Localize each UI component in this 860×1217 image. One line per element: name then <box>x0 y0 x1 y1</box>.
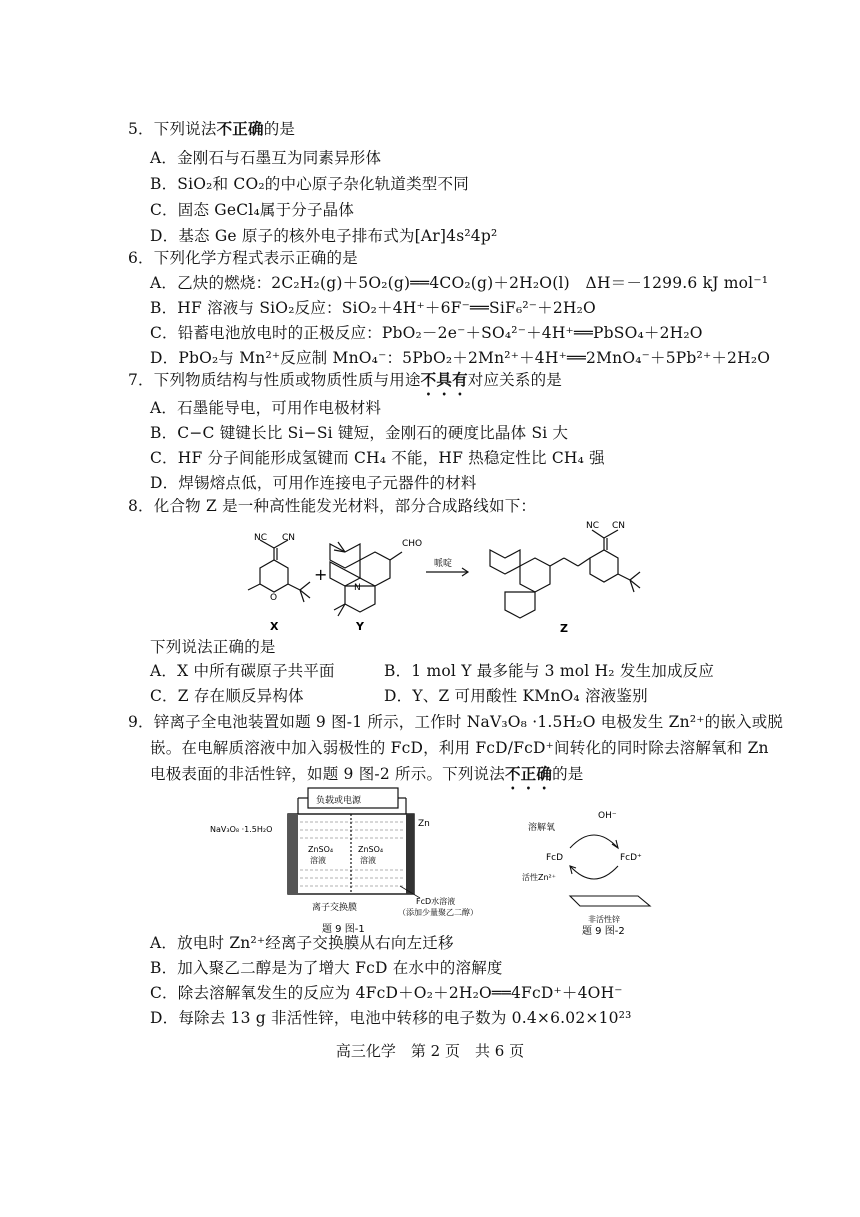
q9-option-a: A．放电时 Zn²⁺经离子交换膜从右向左迁移 <box>150 934 454 952</box>
q6-option-d: D．PbO₂与 Mn²⁺反应制 MnO₄⁻：5PbO₂＋2Mn²⁺＋4H⁺══2MnO₄⁻＋5Pb²⁺＋2H₂O <box>150 349 771 367</box>
fig1-fcd-label: FcD水溶液 <box>416 897 456 906</box>
q9-stem-line1 <box>128 711 783 733</box>
x-o-label: O <box>270 593 278 603</box>
x-cn-label: CN <box>282 533 296 543</box>
q9-figure-2 <box>520 800 660 935</box>
fig2-oh-label: OH⁻ <box>598 811 617 821</box>
fig2-fcd-label: FcD <box>546 853 564 863</box>
q7-number: 7． <box>128 371 154 389</box>
q7-option-a: A．石墨能导电，可用作电极材料 <box>150 399 382 417</box>
q7-option-d: D．焊锡熔点低，可用作连接电子元器件的材料 <box>150 474 477 492</box>
fig2-top-arrow <box>570 835 618 848</box>
q7-stem-post: 对应关系的是 <box>467 371 562 389</box>
q9-option-d: D．每除去 13 g 非活性锌，电池中转移的电子数为 0.4×6.02×10²³ <box>150 1009 632 1027</box>
q8-option-b: B．1 mol Y 最多能与 3 mol H₂ 发生加成反应 <box>384 662 715 680</box>
y-n-label: N <box>354 583 361 593</box>
zn-electrode <box>406 814 414 894</box>
q5-stem-emph: 不正确 <box>216 119 264 138</box>
q9-option-c: C．除去溶解氧发生的反应为 4FcD＋O₂＋2H₂O══4FcD⁺＋4OH⁻ <box>150 984 623 1002</box>
q6-number: 6． <box>128 249 154 267</box>
fig1-cathode-label: NaV₃O₈ ·1.5H₂O <box>210 825 273 834</box>
q8-option-d: D．Y、Z 可用酸性 KMnO₄ 溶液鉴别 <box>384 687 648 705</box>
q9-stem-line3-emph: 不正确 <box>504 764 553 783</box>
q6-option-c: C．铅蓄电池放电时的正极反应：PbO₂－2e⁻＋SO₄²⁻＋4H⁺══PbSO₄＋2H₂O <box>150 324 703 342</box>
y-label: Y <box>356 620 364 633</box>
fig1-membrane-label: 离子交换膜 <box>312 903 358 913</box>
q5-option-d: D．基态 Ge 原子的核外电子排布式为[Ar]4s²4p² <box>150 227 498 245</box>
z-cn-label: CN <box>612 521 626 531</box>
q8-sub-stem: 下列说法正确的是 <box>150 638 276 656</box>
z-label: Z <box>560 622 568 635</box>
fig1-sol-left-1: ZnSO₄ <box>308 845 334 854</box>
q6-stem <box>128 247 358 269</box>
q7-stem <box>128 369 562 399</box>
fig2-inactive-label: 非活性锌 <box>588 915 620 924</box>
cathode-electrode <box>288 814 298 894</box>
y-cho-label: CHO <box>402 539 423 549</box>
q7-option-c: C．HF 分子间能形成氢键而 CH₄ 不能，HF 热稳定性比 CH₄ 强 <box>150 449 605 467</box>
x-nc-label: NC <box>254 533 268 543</box>
q5-stem-pre: 下列说法 <box>153 120 217 138</box>
q5-stem-post: 的是 <box>263 120 296 138</box>
q9-stem-line3-pre: 电极表面的非活性锌，如题 9 图-2 所示。下列说法 <box>150 765 505 783</box>
fig2-caption: 题 9 图-2 <box>582 926 625 935</box>
q5-stem <box>128 118 295 140</box>
q5-number: 5． <box>128 120 154 138</box>
q9-option-b: B．加入聚乙二醇是为了增大 FcD 在水中的溶解度 <box>150 959 503 977</box>
q8-reaction-scheme <box>230 510 650 640</box>
fig1-sol-left-2: 溶液 <box>310 856 326 865</box>
q6-stem-text: 下列化学方程式表示正确的是 <box>153 249 358 267</box>
reagent-label: 哌啶 <box>434 559 453 569</box>
page-footer: 高三化学 第 2 页 共 6 页 <box>335 1042 525 1060</box>
q8-option-a: A．X 中所有碳原子共平面 <box>150 662 335 680</box>
fig2-o2-label: 溶解氧 <box>528 823 556 833</box>
q6-option-a: A．乙炔的燃烧：2C₂H₂(g)＋5O₂(g)══4CO₂(g)＋2H₂O(l) ΔH＝－1299.6 kJ mol⁻¹ <box>150 274 769 292</box>
q8-number: 8． <box>128 497 154 515</box>
q7-option-b: B．C−C 键键长比 Si−Si 键短，金刚石的硬度比晶体 Si 大 <box>150 424 569 442</box>
q9-figure-1 <box>210 786 510 936</box>
q9-stem-line3-post: 的是 <box>552 765 584 783</box>
fig2-bottom-arrow <box>570 866 618 879</box>
q5-option-b: B．SiO₂和 CO₂的中心原子杂化轨道类型不同 <box>150 175 469 193</box>
fig1-sol-right-2: 溶液 <box>360 856 376 865</box>
fig1-caption: 题 9 图-1 <box>322 924 365 935</box>
q7-stem-pre: 下列物质结构与性质或物质性质与用途 <box>153 371 421 389</box>
x-ring <box>260 560 288 592</box>
q6-option-b: B．HF 溶液与 SiO₂反应：SiO₂＋4H⁺＋6F⁻══SiF₆²⁻＋2H₂O <box>150 299 596 317</box>
q5-option-c: C．固态 GeCl₄属于分子晶体 <box>150 201 355 219</box>
q9-stem-line1-text: 锌离子全电池装置如题 9 图-1 所示，工作时 NaV₃O₈ ·1.5H₂O 电极发生 Zn²⁺的嵌入或脱 <box>153 713 784 731</box>
z-nc-label: NC <box>586 521 600 531</box>
fig1-anode-label: Zn <box>418 819 430 829</box>
fig1-fcd-note: （添加少量聚乙二醇） <box>398 908 478 917</box>
fig2-zn-label: 活性Zn²⁺ <box>522 873 556 882</box>
q5-option-a: A．金刚石与石墨互为同素异形体 <box>150 149 382 167</box>
fig2-zinc-plate <box>570 896 650 906</box>
x-label: X <box>270 620 279 633</box>
q9-number: 9． <box>128 713 154 731</box>
fig1-sol-right-1: ZnSO₄ <box>358 845 384 854</box>
fig2-fcdp-label: FcD⁺ <box>620 853 642 863</box>
fig1-load-label: 负载或电源 <box>316 796 362 806</box>
plus-sign: + <box>314 565 328 584</box>
q7-stem-emph: 不具有 <box>420 370 468 389</box>
q8-option-c: C．Z 存在顺反异构体 <box>150 687 304 705</box>
q8-stem-text: 化合物 Z 是一种高性能发光材料，部分合成路线如下： <box>153 497 537 515</box>
q9-stem-line2: 嵌。在电解质溶液中加入弱极性的 FcD，利用 FcD/FcD⁺间转化的同时除去溶解氧和 Zn <box>150 739 769 757</box>
